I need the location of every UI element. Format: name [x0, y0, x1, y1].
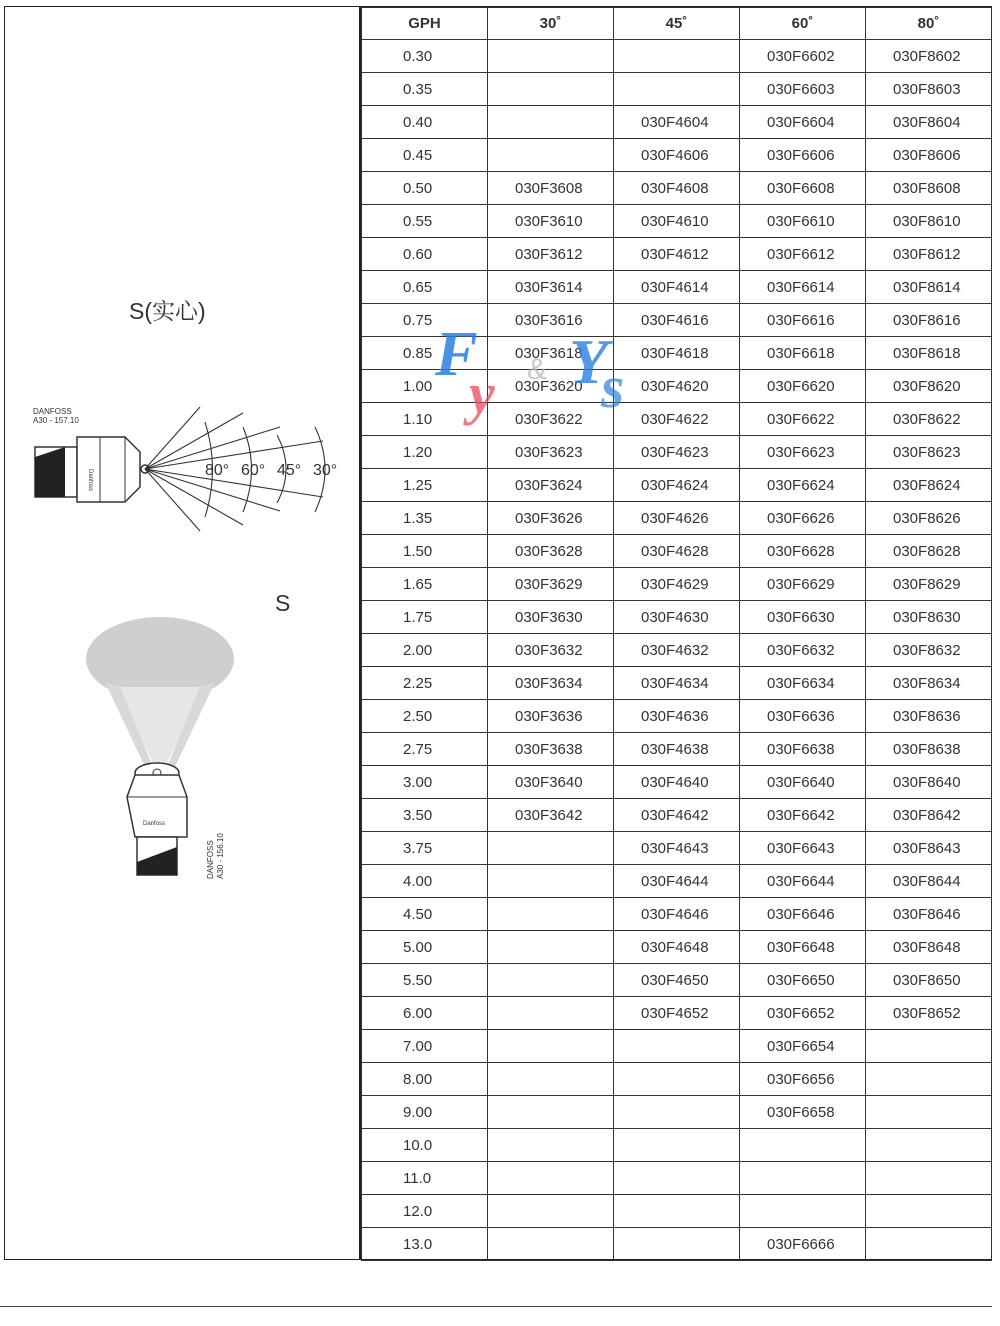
- gph-cell: 0.75: [362, 304, 488, 337]
- part-number-cell: 030F6634: [740, 667, 866, 700]
- header-gph: GPH: [362, 8, 488, 40]
- part-number-cell: 030F6602: [740, 40, 866, 73]
- part-number-cell: [488, 1063, 614, 1096]
- part-number-cell: 030F4614: [614, 271, 740, 304]
- header-80: 80˚: [866, 8, 992, 40]
- part-number-cell: [488, 1195, 614, 1228]
- table-row: [362, 172, 992, 205]
- part-number-cell: 030F6646: [740, 898, 866, 931]
- table-row: [362, 370, 992, 403]
- table-row: [362, 73, 992, 106]
- illustration-panel: [5, 7, 361, 1259]
- gph-cell: 0.85: [362, 337, 488, 370]
- gph-cell: 0.55: [362, 205, 488, 238]
- svg-text:F: F: [435, 318, 478, 389]
- table-row: [362, 535, 992, 568]
- part-number-cell: 030F4636: [614, 700, 740, 733]
- header-45: 45˚: [614, 8, 740, 40]
- part-number-cell: 030F6644: [740, 865, 866, 898]
- table-row: [362, 700, 992, 733]
- gph-cell: 2.50: [362, 700, 488, 733]
- part-number-cell: 030F8640: [866, 766, 992, 799]
- part-number-cell: [866, 1162, 992, 1195]
- table-row: [362, 634, 992, 667]
- table-row: [362, 766, 992, 799]
- solid-cone-label: S(实心): [129, 298, 206, 324]
- gph-cell: 1.75: [362, 601, 488, 634]
- part-number-cell: 030F4604: [614, 106, 740, 139]
- gph-cell: 10.0: [362, 1129, 488, 1162]
- part-number-cell: [488, 931, 614, 964]
- part-number-cell: 030F3638: [488, 733, 614, 766]
- part-number-cell: 030F8638: [866, 733, 992, 766]
- part-number-cell: 030F3628: [488, 535, 614, 568]
- part-number-cell: [866, 1228, 992, 1261]
- gph-cell: 0.45: [362, 139, 488, 172]
- part-number-cell: [488, 898, 614, 931]
- part-number-cell: 030F6656: [740, 1063, 866, 1096]
- table-row: [362, 139, 992, 172]
- part-number-cell: 030F4620: [614, 370, 740, 403]
- gph-cell: 1.65: [362, 568, 488, 601]
- table-row: [362, 997, 992, 1030]
- part-number-cell: 030F8648: [866, 931, 992, 964]
- table-row: [362, 733, 992, 766]
- gph-cell: 1.25: [362, 469, 488, 502]
- part-number-cell: [866, 1063, 992, 1096]
- part-number-cell: 030F8624: [866, 469, 992, 502]
- part-number-cell: 030F8606: [866, 139, 992, 172]
- part-number-cell: [740, 1195, 866, 1228]
- part-number-cell: 030F4629: [614, 568, 740, 601]
- part-number-cell: [488, 997, 614, 1030]
- gph-cell: 4.50: [362, 898, 488, 931]
- part-number-cell: 030F6643: [740, 832, 866, 865]
- table-row: [362, 1063, 992, 1096]
- part-number-cell: 030F3636: [488, 700, 614, 733]
- part-number-cell: 030F4642: [614, 799, 740, 832]
- table-row: [362, 337, 992, 370]
- part-number-cell: 030F8618: [866, 337, 992, 370]
- part-number-cell: 030F6608: [740, 172, 866, 205]
- part-number-cell: 030F4652: [614, 997, 740, 1030]
- part-number-cell: 030F3632: [488, 634, 614, 667]
- table-row: [362, 1030, 992, 1063]
- gph-cell: 0.65: [362, 271, 488, 304]
- part-number-cell: [614, 73, 740, 106]
- table-row: [362, 898, 992, 931]
- part-number-cell: [488, 1030, 614, 1063]
- table-row: [362, 799, 992, 832]
- table-row: [362, 1129, 992, 1162]
- part-number-cell: 030F6612: [740, 238, 866, 271]
- part-number-cell: 030F3634: [488, 667, 614, 700]
- table-row: [362, 436, 992, 469]
- nozzle-spec-sheet: [4, 6, 992, 1260]
- table-row: [362, 1195, 992, 1228]
- part-number-cell: 030F8608: [866, 172, 992, 205]
- side-view-brand: DANFOSS A30 - 157.10: [33, 407, 79, 425]
- part-number-cell: 030F3630: [488, 601, 614, 634]
- part-number-cell: 030F8644: [866, 865, 992, 898]
- part-number-cell: 030F6650: [740, 964, 866, 997]
- part-number-cell: [488, 73, 614, 106]
- part-number-cell: [614, 1063, 740, 1096]
- svg-text:s: s: [601, 354, 625, 420]
- gph-cell: 0.30: [362, 40, 488, 73]
- part-number-cell: [614, 1195, 740, 1228]
- svg-text:y: y: [469, 361, 495, 426]
- part-number-cell: 030F6629: [740, 568, 866, 601]
- part-number-cell: 030F4628: [614, 535, 740, 568]
- bottom-divider: [0, 1306, 992, 1307]
- part-number-cell: 030F4648: [614, 931, 740, 964]
- part-number-cell: 030F6666: [740, 1228, 866, 1261]
- part-number-cell: 030F8602: [866, 40, 992, 73]
- part-number-cell: 030F3616: [488, 304, 614, 337]
- part-number-cell: 030F3629: [488, 568, 614, 601]
- part-number-cell: 030F6620: [740, 370, 866, 403]
- table-row: [362, 1096, 992, 1129]
- gph-cell: 7.00: [362, 1030, 488, 1063]
- part-number-cell: 030F4608: [614, 172, 740, 205]
- table-row: [362, 106, 992, 139]
- part-number-cell: 030F6618: [740, 337, 866, 370]
- part-number-cell: 030F8652: [866, 997, 992, 1030]
- part-number-cell: 030F4610: [614, 205, 740, 238]
- part-number-cell: 030F8646: [866, 898, 992, 931]
- part-number-cell: 030F6610: [740, 205, 866, 238]
- part-number-cell: 030F8622: [866, 403, 992, 436]
- gph-cell: 13.0: [362, 1228, 488, 1261]
- part-number-cell: 030F6622: [740, 403, 866, 436]
- part-number-cell: [866, 1096, 992, 1129]
- nozzle-front-stamp: Danfoss: [143, 821, 166, 827]
- part-number-cell: 030F3620: [488, 370, 614, 403]
- part-number-cell: 030F6628: [740, 535, 866, 568]
- table-row: [362, 238, 992, 271]
- table-row: [362, 568, 992, 601]
- part-number-cell: 030F3622: [488, 403, 614, 436]
- gph-cell: 5.00: [362, 931, 488, 964]
- part-number-cell: 030F3608: [488, 172, 614, 205]
- table-header-row: [362, 8, 992, 40]
- part-number-cell: [488, 1162, 614, 1195]
- part-number-cell: [614, 1030, 740, 1063]
- part-number-cell: 030F4640: [614, 766, 740, 799]
- part-number-cell: 030F8636: [866, 700, 992, 733]
- part-number-cell: 030F6648: [740, 931, 866, 964]
- angle-label-60: 60°: [241, 462, 266, 479]
- part-number-cell: [614, 1228, 740, 1261]
- part-number-cell: 030F8604: [866, 106, 992, 139]
- gph-cell: 8.00: [362, 1063, 488, 1096]
- gph-cell: 9.00: [362, 1096, 488, 1129]
- nozzle-stamp-text: Danfoss: [87, 469, 93, 492]
- part-number-cell: 030F8629: [866, 568, 992, 601]
- part-number-cell: 030F8630: [866, 601, 992, 634]
- s-type-label: S: [275, 590, 291, 616]
- part-number-cell: 030F4623: [614, 436, 740, 469]
- part-number-cell: [488, 1228, 614, 1261]
- table-row: [362, 865, 992, 898]
- gph-cell: 2.75: [362, 733, 488, 766]
- part-number-cell: 030F6654: [740, 1030, 866, 1063]
- angle-label-80: 80°: [205, 462, 230, 479]
- gph-cell: 3.75: [362, 832, 488, 865]
- table-row: [362, 667, 992, 700]
- header-30: 30˚: [488, 8, 614, 40]
- part-number-cell: 030F8620: [866, 370, 992, 403]
- gph-cell: 11.0: [362, 1162, 488, 1195]
- part-number-cell: 030F8634: [866, 667, 992, 700]
- nozzle-part-table: [361, 7, 992, 1261]
- part-number-cell: [488, 1096, 614, 1129]
- gph-cell: 1.10: [362, 403, 488, 436]
- part-number-cell: [488, 139, 614, 172]
- part-number-cell: [740, 1162, 866, 1195]
- table-row: [362, 502, 992, 535]
- part-number-cell: 030F4616: [614, 304, 740, 337]
- gph-cell: 2.25: [362, 667, 488, 700]
- gph-cell: 1.00: [362, 370, 488, 403]
- table-row: [362, 205, 992, 238]
- part-number-cell: 030F4606: [614, 139, 740, 172]
- svg-text:&: &: [527, 353, 548, 386]
- part-number-cell: 030F6614: [740, 271, 866, 304]
- part-number-cell: [866, 1195, 992, 1228]
- part-number-cell: 030F4624: [614, 469, 740, 502]
- part-number-cell: 030F6640: [740, 766, 866, 799]
- part-number-cell: 030F4622: [614, 403, 740, 436]
- table-row: [362, 964, 992, 997]
- gph-cell: 4.00: [362, 865, 488, 898]
- gph-cell: 0.35: [362, 73, 488, 106]
- gph-cell: 6.00: [362, 997, 488, 1030]
- gph-cell: 0.40: [362, 106, 488, 139]
- part-number-cell: 030F3642: [488, 799, 614, 832]
- part-number-cell: 030F6630: [740, 601, 866, 634]
- header-60: 60˚: [740, 8, 866, 40]
- table-row: [362, 403, 992, 436]
- part-number-cell: 030F6638: [740, 733, 866, 766]
- angle-label-45: 45°: [277, 462, 302, 479]
- spray-angle-diagram: [5, 7, 361, 567]
- part-number-cell: [488, 832, 614, 865]
- part-number-cell: [488, 865, 614, 898]
- part-number-cell: [614, 1162, 740, 1195]
- part-number-cell: [488, 964, 614, 997]
- part-number-cell: 030F3614: [488, 271, 614, 304]
- table-row: [362, 601, 992, 634]
- part-number-cell: 030F4638: [614, 733, 740, 766]
- table-row: [362, 271, 992, 304]
- table-row: [362, 832, 992, 865]
- part-number-cell: 030F6606: [740, 139, 866, 172]
- gph-cell: 1.20: [362, 436, 488, 469]
- part-number-cell: 030F6623: [740, 436, 866, 469]
- part-number-cell: 030F3612: [488, 238, 614, 271]
- part-number-cell: 030F4626: [614, 502, 740, 535]
- part-number-cell: 030F8614: [866, 271, 992, 304]
- front-view-code: A30 - 156.10: [216, 833, 225, 879]
- part-number-cell: 030F6604: [740, 106, 866, 139]
- gph-cell: 3.50: [362, 799, 488, 832]
- part-number-cell: 030F3618: [488, 337, 614, 370]
- part-number-cell: 030F4644: [614, 865, 740, 898]
- gph-cell: 0.50: [362, 172, 488, 205]
- part-number-cell: 030F8610: [866, 205, 992, 238]
- gph-cell: 5.50: [362, 964, 488, 997]
- part-number-cell: [488, 40, 614, 73]
- part-number-cell: 030F6636: [740, 700, 866, 733]
- part-number-cell: 030F8632: [866, 634, 992, 667]
- part-number-cell: 030F8626: [866, 502, 992, 535]
- part-number-cell: [740, 1129, 866, 1162]
- part-number-cell: 030F6642: [740, 799, 866, 832]
- part-number-cell: 030F3623: [488, 436, 614, 469]
- part-number-cell: 030F3640: [488, 766, 614, 799]
- angle-label-30: 30°: [313, 462, 338, 479]
- gph-cell: 0.60: [362, 238, 488, 271]
- part-number-cell: 030F6624: [740, 469, 866, 502]
- part-number-cell: 030F8603: [866, 73, 992, 106]
- part-number-cell: [614, 40, 740, 73]
- part-number-cell: [614, 1129, 740, 1162]
- table-row: [362, 40, 992, 73]
- part-number-cell: 030F4646: [614, 898, 740, 931]
- part-number-cell: [488, 106, 614, 139]
- part-number-cell: 030F8642: [866, 799, 992, 832]
- table-row: [362, 1228, 992, 1261]
- part-number-cell: 030F4618: [614, 337, 740, 370]
- part-number-cell: 030F8643: [866, 832, 992, 865]
- gph-cell: 1.50: [362, 535, 488, 568]
- gph-cell: 1.35: [362, 502, 488, 535]
- spray-cone-illustration: [5, 607, 361, 897]
- gph-cell: 3.00: [362, 766, 488, 799]
- part-number-cell: 030F6658: [740, 1096, 866, 1129]
- part-number-cell: 030F6652: [740, 997, 866, 1030]
- part-number-cell: 030F4643: [614, 832, 740, 865]
- part-number-cell: 030F6626: [740, 502, 866, 535]
- part-number-cell: 030F8628: [866, 535, 992, 568]
- part-number-cell: 030F6603: [740, 73, 866, 106]
- part-number-cell: [866, 1129, 992, 1162]
- part-number-cell: 030F3626: [488, 502, 614, 535]
- part-number-cell: 030F4632: [614, 634, 740, 667]
- part-number-cell: 030F6616: [740, 304, 866, 337]
- table-row: [362, 469, 992, 502]
- part-number-cell: [614, 1096, 740, 1129]
- table-row: [362, 1162, 992, 1195]
- part-number-cell: 030F8616: [866, 304, 992, 337]
- table-row: [362, 304, 992, 337]
- part-number-cell: [488, 1129, 614, 1162]
- part-number-cell: 030F3610: [488, 205, 614, 238]
- part-number-cell: 030F4650: [614, 964, 740, 997]
- part-number-cell: 030F8650: [866, 964, 992, 997]
- part-number-cell: 030F4612: [614, 238, 740, 271]
- svg-text:Y: Y: [569, 326, 609, 397]
- part-number-cell: 030F6632: [740, 634, 866, 667]
- part-number-cell: 030F8612: [866, 238, 992, 271]
- front-view-brand: DANFOSS: [206, 840, 215, 879]
- part-number-cell: [866, 1030, 992, 1063]
- part-number-cell: 030F3624: [488, 469, 614, 502]
- part-number-cell: 030F8623: [866, 436, 992, 469]
- gph-cell: 2.00: [362, 634, 488, 667]
- part-number-cell: 030F4630: [614, 601, 740, 634]
- table-row: [362, 931, 992, 964]
- gph-cell: 12.0: [362, 1195, 488, 1228]
- part-number-cell: 030F4634: [614, 667, 740, 700]
